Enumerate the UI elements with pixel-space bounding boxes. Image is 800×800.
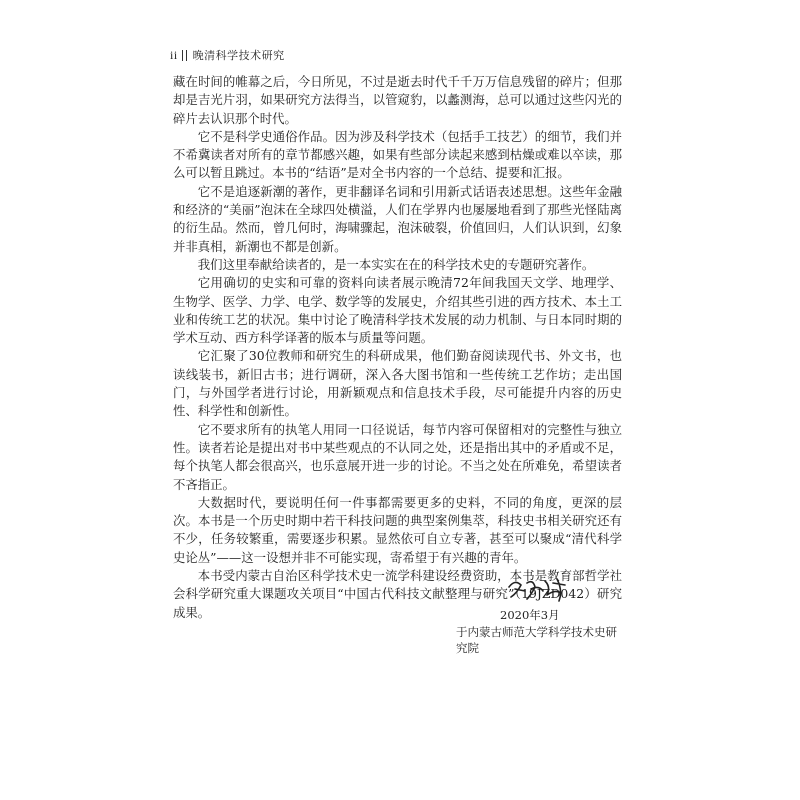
paragraph-4: 我们这里奉献给读者的，是一本实实在在的科学技术史的专题研究著作。 (197, 256, 595, 272)
paragraph-3: 它不是追逐新潮的著作，更非翻译名词和引用新式话语表述思想。这些年金融和经济的“美丽”泡沫在全球四处横溢，人们在学界内也屡屡地看到了那些光怪陆离的衍生品。然而，曾几何时，海啸骤起，泡沫破裂，价值回归，人们认识到，幻象并非真相，新潮也不都是创新。 (173, 183, 622, 254)
handwritten-signature (505, 575, 575, 605)
page-number: ii (170, 47, 178, 62)
paragraph-8: 大数据时代，要说明任何一件事都需要更多的史料，不同的角度，更深的层次。本书是一个历史时期中若干科技问题的典型案例集萃，科技史书相关研究还有不少，任务较繁重，需要逐步积累。显然依可自立专著，甚至可以聚成“清代科学史论丛”——这一设想并非不可能实现，寄希望于有兴趣的青年。 (173, 494, 622, 565)
signature-institution: 于内蒙古师范大学科学技术史研究院 (456, 625, 617, 655)
preface-body (173, 73, 622, 622)
paragraph-6: 它汇聚了30位教师和研究生的科研成果，他们勤奋阅读现代书、外文书，也读线装书，新旧古书；进行调研，深入各大图书馆和一些传统工艺作坊；走出国门，与外国学者进行讨论，用新颖观点和信息技术手段，尽可能提升内容的历史性、科学性和创新性。 (173, 348, 622, 419)
header-divider (182, 50, 187, 61)
paragraph-7: 它不要求所有的执笔人用同一口径说话，每节内容可保留相对的完整性与独立性。读者若论是提出对书中某些观点的不认同之处，还是指出其中的矛盾或不足，每个执笔人都会很高兴，也乐意展开进一步的讨论。不当之处在所难免，希望读者不吝指正。 (173, 421, 622, 492)
running-header (170, 47, 285, 63)
book-title: 晚清科学技术研究 (192, 49, 285, 62)
paragraph-1: 藏在时间的帷幕之后，今日所见，不过是逝去时代千千万万信息残留的碎片；但那却是吉光片羽，如果研究方法得当，以管窥豹，以蠡测海，总可以通过这些闪光的碎片去认识那个时代。 (173, 74, 622, 126)
paragraph-2: 它不是科学史通俗作品。因为涉及科学技术（包括手工技艺）的细节，我们并不希冀读者对所有的章节都感兴趣，如果有些部分读起来感到枯燥或难以卒读，那么可以暂且跳过。本书的“结语”是对全书内容的一个总结、提要和汇报。 (173, 128, 622, 181)
paragraph-9: 本书受内蒙古自治区科学技术史一流学科建设经费资助，本书是教育部哲学社会科学研究重大课题攻关项目“中国古代科技文献整理与研究”（19JZD042）研究成果。 (173, 568, 622, 620)
signature-date: 2020年3月 (500, 608, 560, 622)
paragraph-5: 它用确切的史实和可靠的资料向读者展示晚清72年间我国天文学、地理学、生物学、医学、力学、电学、数学等的发展史，介绍其些引进的西方技术、本土工业和传统工艺的状况。集中讨论了晚清科学技术发展的动力机制、与日本同时期的学术互动、西方科学译著的版本与质量等问题。 (173, 275, 622, 346)
